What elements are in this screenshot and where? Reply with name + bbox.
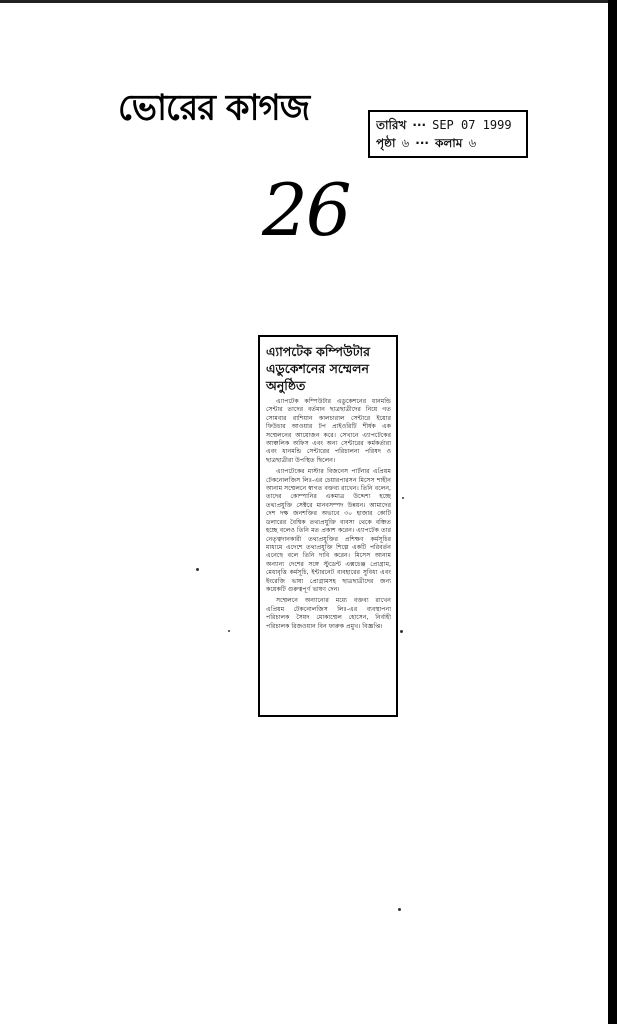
scan-edge-right (608, 0, 617, 1024)
handwritten-number: 26 (262, 168, 350, 252)
scan-speck (196, 568, 199, 571)
stamp-page-label: পৃষ্ঠা (376, 136, 396, 150)
article-body (266, 398, 391, 631)
stamp-date-value: SEP 07 1999 (432, 118, 512, 132)
article-headline: এ্যাপটেক কম্পিউটার এডুকেশনের সম্মেলন অনুষ্ঠিত (266, 344, 371, 393)
stamp-page-value: ৬ (401, 136, 410, 150)
stamp-page-row: পৃষ্ঠা ৬ ··· কলাম ৬ (376, 136, 477, 150)
date-stamp (368, 110, 528, 158)
article-paragraph: এ্যাপটেকের মাস্টার বিজনেস পার্টনার এপ্রিয়ম টেকনোলজিস লিঃ-এর চেয়ারপারসন মিসেস শাহীন আনাম সম্মেলনে স্বাগত বক্তব্য রাখেন। তিনি বলেন, তাদের কোম্পানির একমাত্র উদ্দেশ্য হচ্ছে তথ্যপ্রযুক্তি সেক্টরে মানবসম্পদ উন্নয়ন। আমাদের দেশ দক্ষ জনশক্তির অভাবে ৩০ হাজার কোটি ডলারের বৈশ্বিক তথ্যপ্রযুক্তি ব্যবসা থেকে বঞ্চিত হচ্ছে বলেও তিনি মত প্রকাশ করেন। এ্যাপটেক তার নেতৃত্বদানকারী তথ্যপ্রযুক্তির প্রশিক্ষণ কর্মসূচির মাধ্যমে এদেশে তথ্যপ্রযুক্তি শিল্পে একটি পরিবর্তন এনেছে বলে তিনি দাবি করেন। মিসেস আনাম অন্যান্য দেশের সঙ্গে স্টুডেন্ট এক্সচেঞ্জ প্রোগ্রাম, মেধাবৃত্তি কর্মসূচি, ইন্টারনেট ব্যবহারের সুবিধা এবং ইংরেজি ভাষা প্রোগ্রামসহ ছাত্রছাত্রীদের জন্য কয়েকটি গুরুত্বপূর্ণ ভাষণ দেন। (266, 468, 391, 593)
stamp-column-label: কলাম (434, 136, 463, 150)
stamp-date-label: তারিখ (376, 118, 407, 132)
newspaper-masthead: ভোরের কাগজ (118, 86, 310, 129)
scan-speck (398, 908, 401, 911)
stamp-date-row: তারিখ ··· SEP 07 1999 (376, 118, 512, 132)
article-paragraph: সম্মেলনে অন্যান্যের মধ্যে বক্তব্য রাখেন এপ্রিয়ম টেকনোলজিস লিঃ-এর ব্যবস্থাপনা পরিচালক সৈয়দ মোকাম্মেল হোসেন, নির্বাহী পরিচালক রিজওয়ান বিন ফারুক প্রমুখ। বিজ্ঞপ্তি। (266, 597, 391, 630)
scan-edge-top (0, 0, 617, 3)
scan-speck (402, 497, 404, 499)
article-paragraph: এ্যাপটেক কম্পিউটার এডুকেশনের ধানমন্ডি সেন্টার তাদের বর্তমান ছাত্রছাত্রীদের নিয়ে গত সোমবার রাশিয়ান কালচারাল সেন্টারে ইয়োর ফিউচার আওয়ার টপ প্রাইওরিটি শীর্ষক এক সম্মেলনের আয়োজন করে। সেখানে এ্যাপটেকের আঞ্চলিক অফিস এবং অন্য সেন্টারের কর্মকর্তারা এবং ধানমন্ডি সেন্টারের পরিচালনা পরিষদ ও ছাত্রছাত্রীরা উপস্থিত ছিলেন। (266, 398, 391, 464)
newspaper-clipping (258, 335, 398, 717)
scan-speck (400, 630, 403, 633)
scan-speck (228, 630, 230, 632)
stamp-column-value: ৬ (468, 136, 477, 150)
